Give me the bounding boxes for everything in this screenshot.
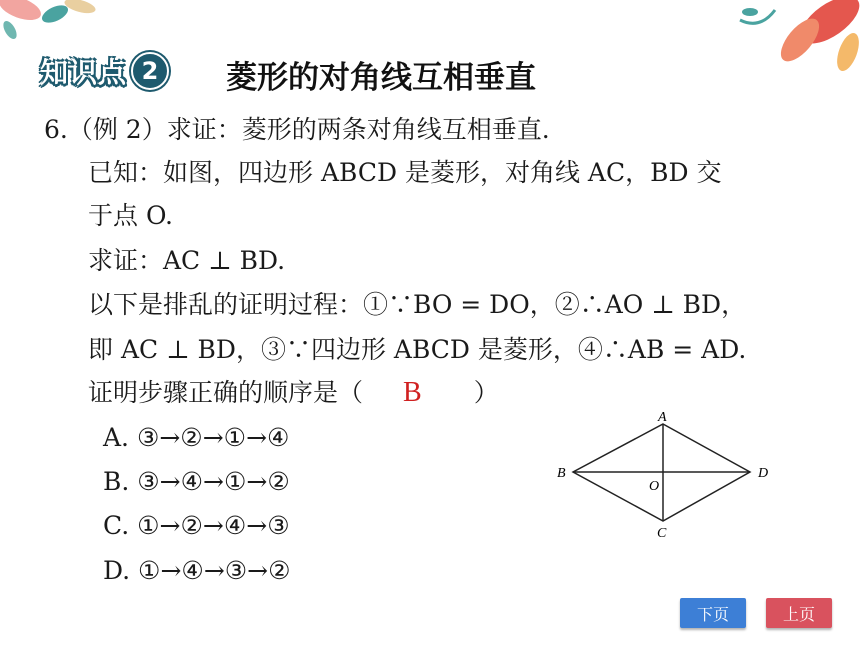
top-right-leaves-decoration xyxy=(730,0,860,80)
badge-number: 2 xyxy=(131,52,169,90)
answer-text: B xyxy=(403,377,422,408)
label-d: D xyxy=(758,466,769,481)
label-b: B xyxy=(557,466,566,481)
option-a: A. ③→②→①→④ xyxy=(103,423,290,452)
previous-page-button[interactable]: 上页 xyxy=(766,598,832,628)
problem-line-1: 6.（例 2）求证：菱形的两条对角线互相垂直. xyxy=(44,115,550,144)
option-c: C. ①→②→④→③ xyxy=(103,511,290,540)
knowledge-point-badge xyxy=(40,50,190,92)
closing-paren: ） xyxy=(473,378,499,407)
problem-line-5: 以下是排乱的证明过程：①∵BO = DO，②∴AO ⊥ BD， xyxy=(88,290,747,319)
section-title: 菱形的对角线互相垂直 xyxy=(226,60,536,96)
label-o: O xyxy=(649,479,660,494)
badge-label: 知识点 xyxy=(40,56,128,89)
option-b: B. ③→④→①→② xyxy=(103,467,290,496)
label-c: C xyxy=(657,526,667,540)
question-prompt: 证明步骤正确的顺序是（ xyxy=(88,378,364,407)
problem-line-7 xyxy=(88,378,499,408)
problem-line-6: 即 AC ⊥ BD，③∵四边形 ABCD 是菱形，④∴AB = AD. xyxy=(88,335,747,364)
rhombus-diagram xyxy=(545,410,785,540)
problem-line-4: 求证：AC ⊥ BD. xyxy=(88,246,286,275)
problem-line-2: 已知：如图，四边形 ABCD 是菱形，对角线 AC，BD 交 xyxy=(88,158,722,187)
problem-line-3: 于点 O. xyxy=(88,201,173,230)
option-d: D. ①→④→③→② xyxy=(103,556,291,585)
next-page-button[interactable]: 下页 xyxy=(680,598,746,628)
label-a: A xyxy=(658,410,667,425)
